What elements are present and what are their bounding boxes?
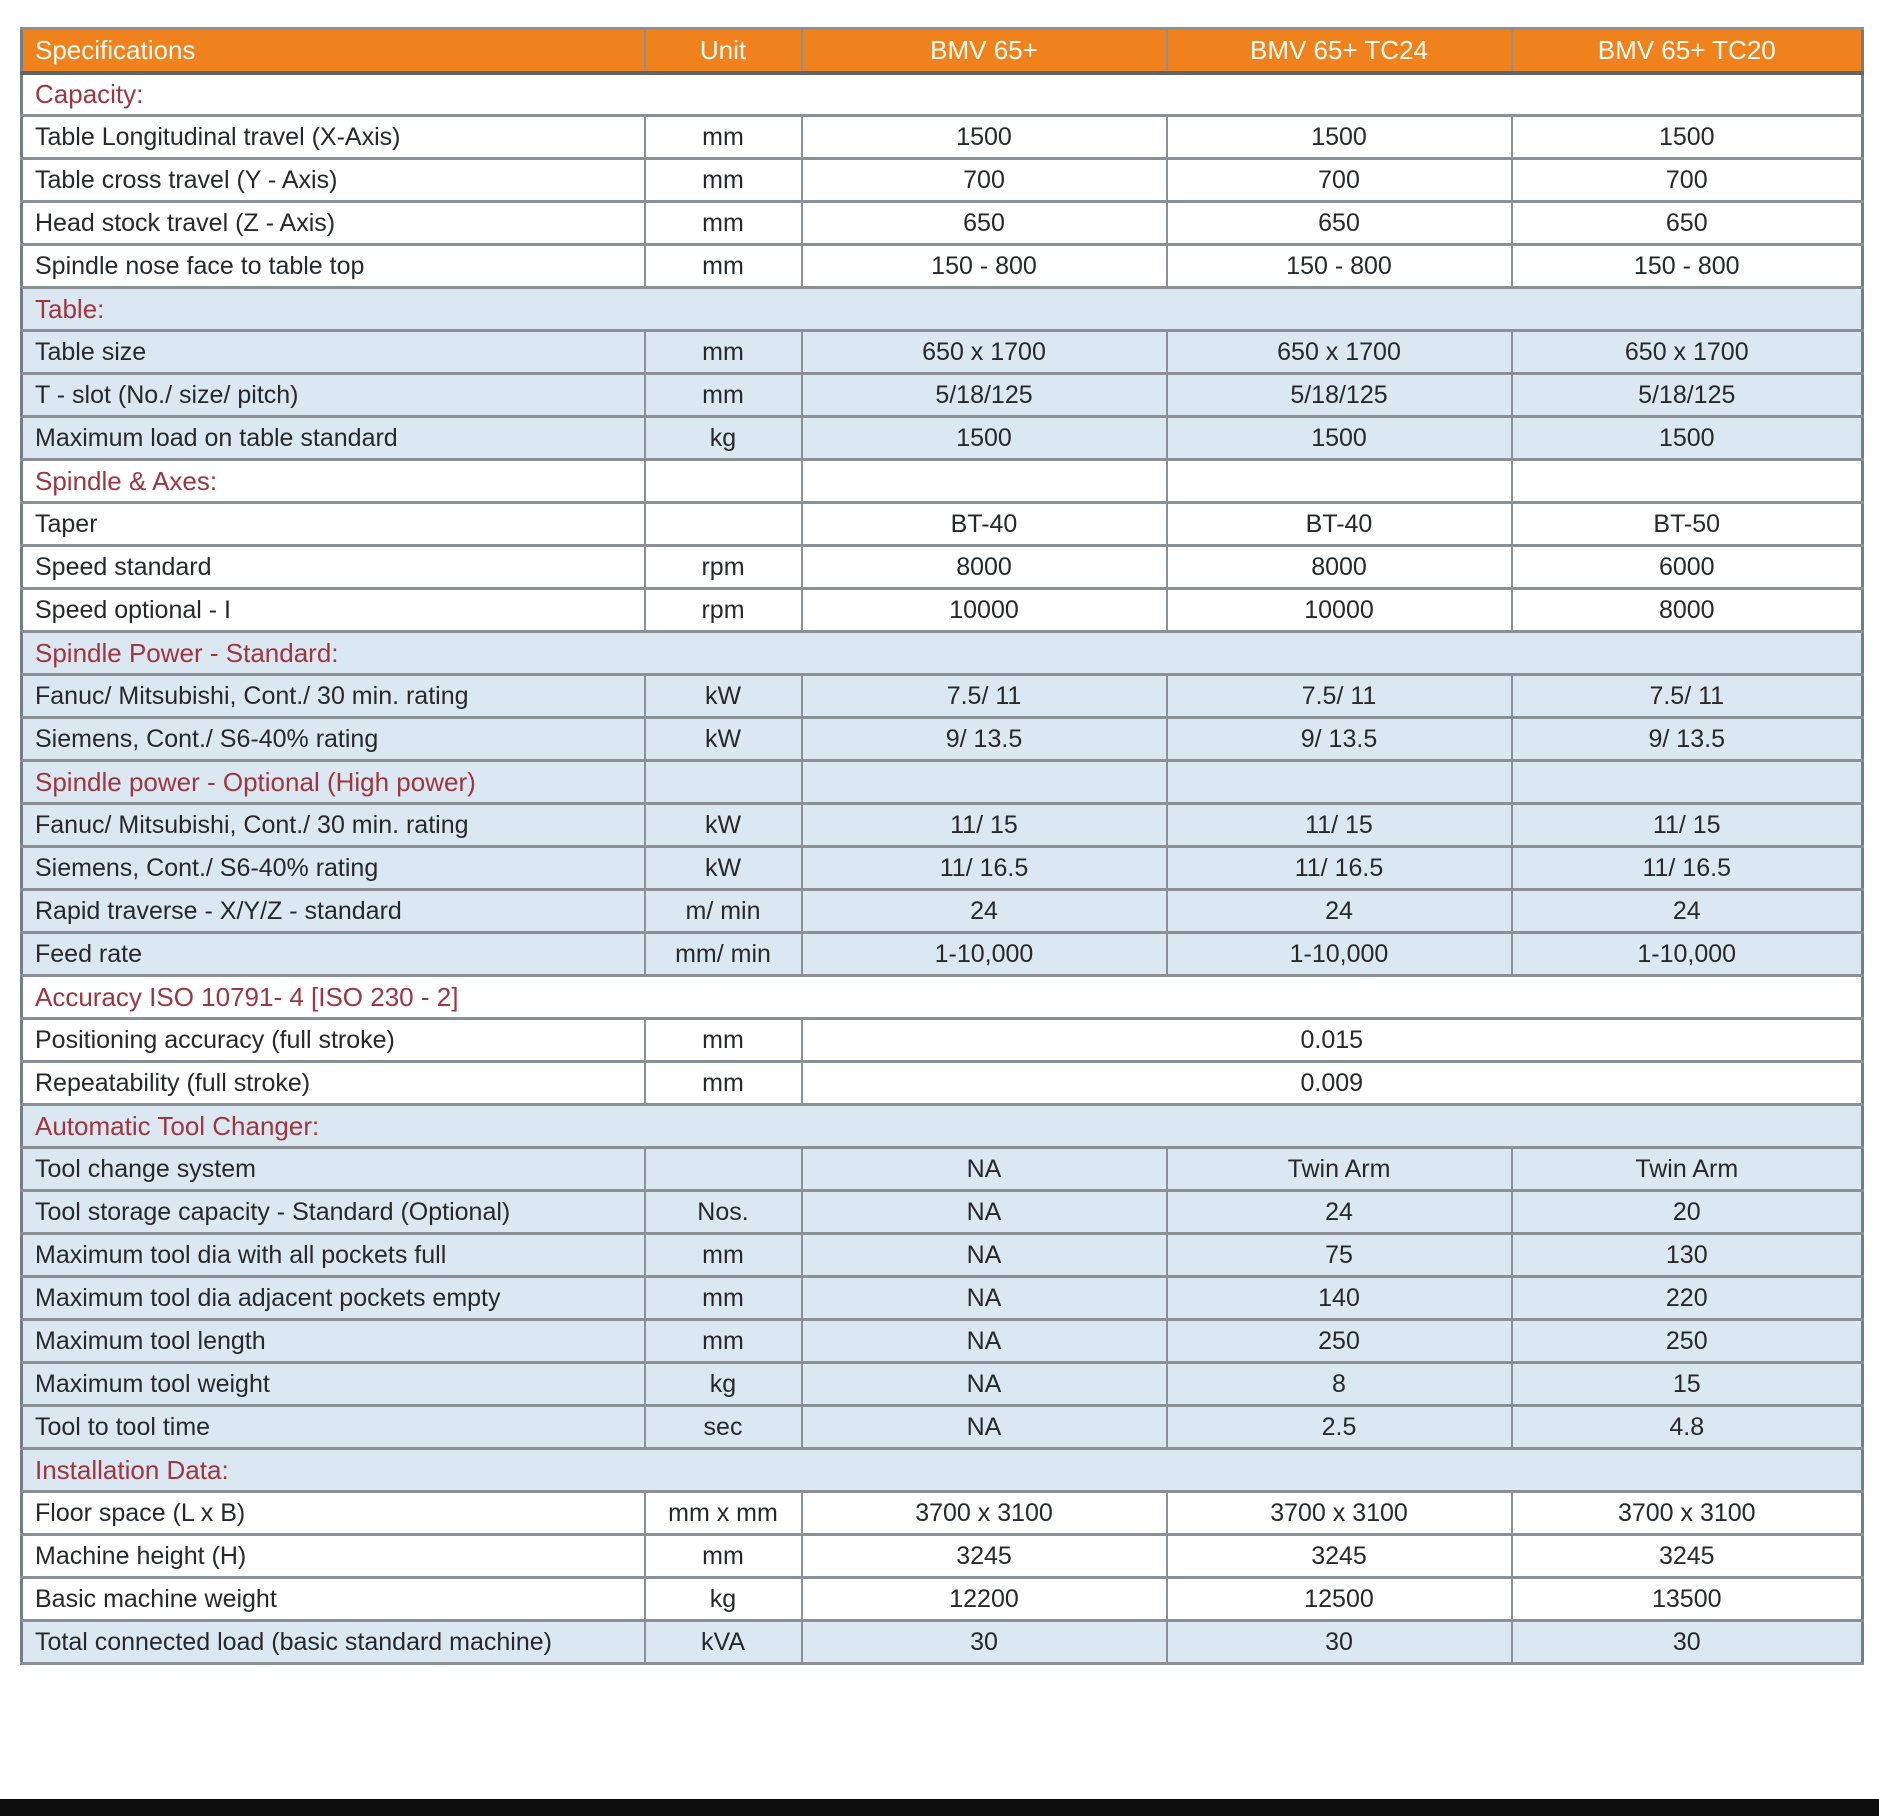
unit-cell: kW [645, 718, 802, 761]
value-cell: 150 - 800 [802, 245, 1167, 288]
spec-label: Rapid traverse - X/Y/Z - standard [22, 890, 645, 933]
spec-label: Repeatability (full stroke) [22, 1062, 645, 1105]
value-cell: 220 [1512, 1277, 1863, 1320]
table-row [22, 245, 1863, 288]
table-row [22, 1148, 1863, 1191]
value-cell: 12200 [802, 1578, 1167, 1621]
value-cell: 7.5/ 11 [802, 675, 1167, 718]
value-cell: NA [802, 1406, 1167, 1449]
value-cell: 30 [1512, 1621, 1863, 1664]
table-body [22, 73, 1863, 1664]
unit-cell: mm [645, 159, 802, 202]
value-cell: 8 [1167, 1363, 1512, 1406]
unit-cell: mm/ min [645, 933, 802, 976]
value-cell: 650 [1167, 202, 1512, 245]
spec-label: Positioning accuracy (full stroke) [22, 1019, 645, 1062]
value-cell: 700 [1512, 159, 1863, 202]
value-cell: 5/18/125 [802, 374, 1167, 417]
table-row [22, 546, 1863, 589]
table-row [22, 890, 1863, 933]
spec-label: Floor space (L x B) [22, 1492, 645, 1535]
spec-label: Taper [22, 503, 645, 546]
unit-cell: kVA [645, 1621, 802, 1664]
unit-cell: kW [645, 804, 802, 847]
spec-label: Table cross travel (Y - Axis) [22, 159, 645, 202]
unit-cell [645, 761, 802, 804]
value-cell: 24 [1167, 1191, 1512, 1234]
spec-label: Tool to tool time [22, 1406, 645, 1449]
table-row [22, 804, 1863, 847]
value-cell: 650 x 1700 [1512, 331, 1863, 374]
section-row [22, 1105, 1863, 1148]
value-cell: 11/ 16.5 [1512, 847, 1863, 890]
value-cell: 30 [802, 1621, 1167, 1664]
value-cell: 3700 x 3100 [1167, 1492, 1512, 1535]
value-cell: 1-10,000 [1512, 933, 1863, 976]
spec-label: Tool change system [22, 1148, 645, 1191]
value-cell-merged: 0.015 [802, 1019, 1863, 1062]
value-cell: BT-50 [1512, 503, 1863, 546]
value-cell: BT-40 [802, 503, 1167, 546]
section-title: Spindle & Axes: [22, 460, 645, 503]
spec-label: T - slot (No./ size/ pitch) [22, 374, 645, 417]
value-cell: 650 x 1700 [802, 331, 1167, 374]
value-cell: 11/ 15 [1512, 804, 1863, 847]
value-cell: 650 [802, 202, 1167, 245]
value-cell: 5/18/125 [1512, 374, 1863, 417]
value-cell: 1-10,000 [802, 933, 1167, 976]
value-cell: NA [802, 1234, 1167, 1277]
unit-cell: mm [645, 1062, 802, 1105]
unit-cell: mm [645, 1535, 802, 1578]
unit-cell: mm [645, 1019, 802, 1062]
section-row [22, 73, 1863, 116]
value-cell: NA [802, 1363, 1167, 1406]
unit-cell [645, 503, 802, 546]
value-cell: 250 [1512, 1320, 1863, 1363]
spec-label: Tool storage capacity - Standard (Optional) [22, 1191, 645, 1234]
unit-cell: kg [645, 417, 802, 460]
value-cell: 250 [1167, 1320, 1512, 1363]
value-cell: 10000 [1167, 589, 1512, 632]
value-cell: 12500 [1167, 1578, 1512, 1621]
value-cell: 15 [1512, 1363, 1863, 1406]
header-model-bmv65plus-tc24: BMV 65+ TC24 [1167, 29, 1512, 73]
value-cell: Twin Arm [1167, 1148, 1512, 1191]
value-cell: 1500 [1167, 116, 1512, 159]
value-cell: BT-40 [1167, 503, 1512, 546]
value-cell: 9/ 13.5 [802, 718, 1167, 761]
spec-label: Speed optional - I [22, 589, 645, 632]
table-row [22, 503, 1863, 546]
section-row [22, 1449, 1863, 1492]
spec-label: Fanuc/ Mitsubishi, Cont./ 30 min. rating [22, 675, 645, 718]
section-title: Installation Data: [22, 1449, 1863, 1492]
spec-label: Feed rate [22, 933, 645, 976]
specifications-table [20, 27, 1864, 1665]
table-row [22, 1019, 1863, 1062]
header-model-bmv65plus-tc20: BMV 65+ TC20 [1512, 29, 1863, 73]
section-title: Table: [22, 288, 1863, 331]
value-cell: 3245 [1167, 1535, 1512, 1578]
spec-label: Total connected load (basic standard machine) [22, 1621, 645, 1664]
value-cell: 700 [1167, 159, 1512, 202]
value-cell: 7.5/ 11 [1512, 675, 1863, 718]
spec-label: Fanuc/ Mitsubishi, Cont./ 30 min. rating [22, 804, 645, 847]
value-cell: 11/ 16.5 [1167, 847, 1512, 890]
value-cell: 3700 x 3100 [802, 1492, 1167, 1535]
header-row [22, 29, 1863, 73]
table-row [22, 1363, 1863, 1406]
spec-label: Maximum tool dia adjacent pockets empty [22, 1277, 645, 1320]
value-cell: NA [802, 1148, 1167, 1191]
footer-bar [0, 1799, 1879, 1816]
unit-cell: kg [645, 1578, 802, 1621]
value-cell: 650 [1512, 202, 1863, 245]
table-row [22, 933, 1863, 976]
value-cell: 150 - 800 [1167, 245, 1512, 288]
table-row [22, 847, 1863, 890]
spec-label: Basic machine weight [22, 1578, 645, 1621]
value-cell: Twin Arm [1512, 1148, 1863, 1191]
value-cell: 1-10,000 [1167, 933, 1512, 976]
section-title: Spindle Power - Standard: [22, 632, 1863, 675]
table-row [22, 718, 1863, 761]
table-row [22, 1621, 1863, 1664]
value-cell [802, 761, 1167, 804]
value-cell: 1500 [802, 116, 1167, 159]
unit-cell: mm [645, 1320, 802, 1363]
value-cell: 650 x 1700 [1167, 331, 1512, 374]
value-cell: 5/18/125 [1167, 374, 1512, 417]
value-cell: 1500 [1167, 417, 1512, 460]
section-title: Spindle power - Optional (High power) [22, 761, 645, 804]
spec-label: Spindle nose face to table top [22, 245, 645, 288]
unit-cell: kW [645, 675, 802, 718]
spec-label: Siemens, Cont./ S6-40% rating [22, 847, 645, 890]
value-cell: 20 [1512, 1191, 1863, 1234]
value-cell: 11/ 15 [802, 804, 1167, 847]
value-cell: 13500 [1512, 1578, 1863, 1621]
table-row [22, 417, 1863, 460]
value-cell: 140 [1167, 1277, 1512, 1320]
unit-cell: mm x mm [645, 1492, 802, 1535]
unit-cell: m/ min [645, 890, 802, 933]
value-cell: 2.5 [1167, 1406, 1512, 1449]
value-cell: 30 [1167, 1621, 1512, 1664]
section-row [22, 460, 1863, 503]
value-cell: 9/ 13.5 [1167, 718, 1512, 761]
value-cell: 700 [802, 159, 1167, 202]
table-row [22, 1492, 1863, 1535]
table-row [22, 1191, 1863, 1234]
value-cell: NA [802, 1191, 1167, 1234]
value-cell: 75 [1167, 1234, 1512, 1277]
value-cell: 24 [1167, 890, 1512, 933]
section-title: Accuracy ISO 10791- 4 [ISO 230 - 2] [22, 976, 1863, 1019]
header-unit: Unit [645, 29, 802, 73]
value-cell [1512, 761, 1863, 804]
value-cell: 3245 [802, 1535, 1167, 1578]
section-row [22, 632, 1863, 675]
value-cell: 10000 [802, 589, 1167, 632]
table-row [22, 1406, 1863, 1449]
spec-label: Maximum load on table standard [22, 417, 645, 460]
value-cell: 7.5/ 11 [1167, 675, 1512, 718]
spec-label: Machine height (H) [22, 1535, 645, 1578]
unit-cell: mm [645, 245, 802, 288]
spec-label: Maximum tool weight [22, 1363, 645, 1406]
table-row [22, 159, 1863, 202]
value-cell: 11/ 16.5 [802, 847, 1167, 890]
spec-label: Maximum tool dia with all pockets full [22, 1234, 645, 1277]
value-cell: NA [802, 1320, 1167, 1363]
value-cell: 130 [1512, 1234, 1863, 1277]
value-cell: 8000 [1167, 546, 1512, 589]
table-row [22, 374, 1863, 417]
value-cell: 24 [802, 890, 1167, 933]
unit-cell: mm [645, 331, 802, 374]
table-row [22, 1062, 1863, 1105]
value-cell: NA [802, 1277, 1167, 1320]
unit-cell: mm [645, 1277, 802, 1320]
section-row [22, 976, 1863, 1019]
table-row [22, 675, 1863, 718]
value-cell: 11/ 15 [1167, 804, 1512, 847]
value-cell: 1500 [802, 417, 1167, 460]
table-row [22, 589, 1863, 632]
value-cell: 3245 [1512, 1535, 1863, 1578]
unit-cell: mm [645, 374, 802, 417]
value-cell [1167, 460, 1512, 503]
value-cell: 24 [1512, 890, 1863, 933]
value-cell [1512, 460, 1863, 503]
table-row [22, 1578, 1863, 1621]
unit-cell: kg [645, 1363, 802, 1406]
spec-label: Siemens, Cont./ S6-40% rating [22, 718, 645, 761]
table-row [22, 1234, 1863, 1277]
value-cell: 9/ 13.5 [1512, 718, 1863, 761]
value-cell: 1500 [1512, 417, 1863, 460]
table-row [22, 202, 1863, 245]
section-row [22, 761, 1863, 804]
unit-cell [645, 1148, 802, 1191]
value-cell [1167, 761, 1512, 804]
value-cell: 3700 x 3100 [1512, 1492, 1863, 1535]
table-row [22, 116, 1863, 159]
value-cell: 4.8 [1512, 1406, 1863, 1449]
unit-cell: rpm [645, 546, 802, 589]
spec-label: Maximum tool length [22, 1320, 645, 1363]
value-cell: 1500 [1512, 116, 1863, 159]
unit-cell: mm [645, 202, 802, 245]
value-cell: 6000 [1512, 546, 1863, 589]
table-row [22, 1277, 1863, 1320]
value-cell: 8000 [1512, 589, 1863, 632]
section-title: Automatic Tool Changer: [22, 1105, 1863, 1148]
value-cell-merged: 0.009 [802, 1062, 1863, 1105]
spec-label: Speed standard [22, 546, 645, 589]
section-row [22, 288, 1863, 331]
section-title: Capacity: [22, 73, 1863, 116]
value-cell: 8000 [802, 546, 1167, 589]
table-row [22, 331, 1863, 374]
spec-label: Head stock travel (Z - Axis) [22, 202, 645, 245]
spec-label: Table Longitudinal travel (X-Axis) [22, 116, 645, 159]
spec-label: Table size [22, 331, 645, 374]
value-cell: 150 - 800 [1512, 245, 1863, 288]
header-model-bmv65plus: BMV 65+ [802, 29, 1167, 73]
unit-cell: rpm [645, 589, 802, 632]
unit-cell: sec [645, 1406, 802, 1449]
unit-cell: Nos. [645, 1191, 802, 1234]
unit-cell: mm [645, 116, 802, 159]
table-row [22, 1535, 1863, 1578]
unit-cell: kW [645, 847, 802, 890]
unit-cell [645, 460, 802, 503]
unit-cell: mm [645, 1234, 802, 1277]
table-row [22, 1320, 1863, 1363]
value-cell [802, 460, 1167, 503]
header-specifications: Specifications [22, 29, 645, 73]
